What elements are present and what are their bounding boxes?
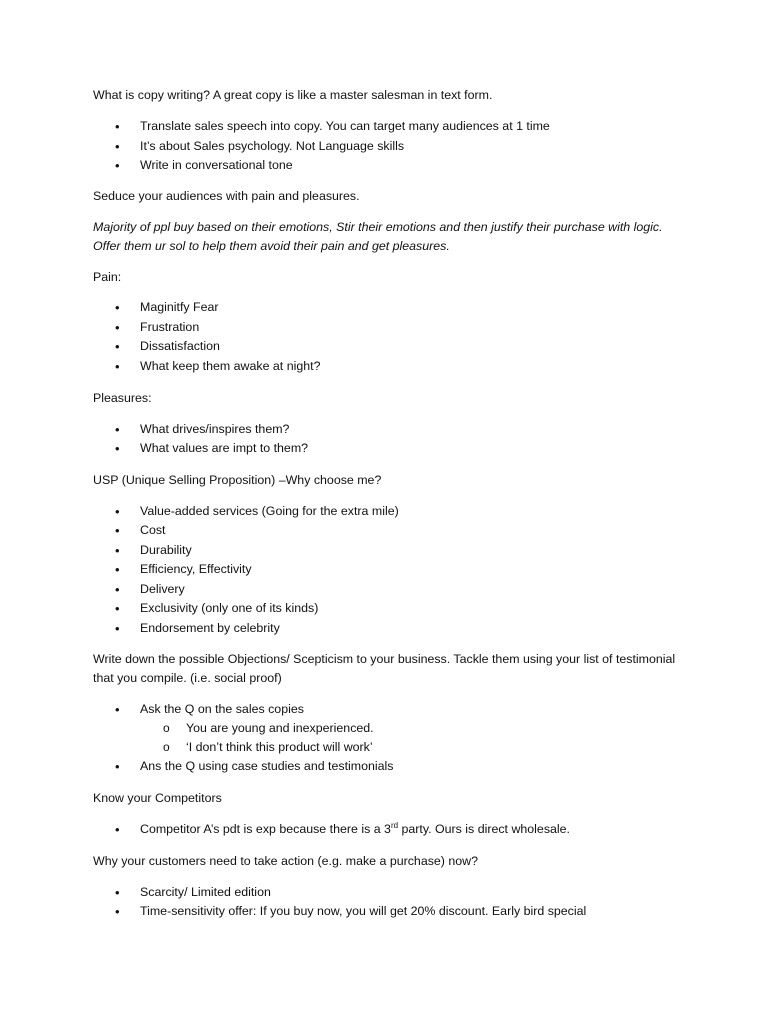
superscript: rd <box>390 821 399 830</box>
seduce-paragraph: Seduce your audiences with pain and pleasures. <box>93 189 360 203</box>
list-item: • What keep them awake at night? <box>140 357 320 376</box>
list-item: • It’s about Sales psychology. Not Language skills <box>140 137 404 156</box>
sub-list-item: o ‘I don’t think this product will work’ <box>186 738 373 757</box>
list-item: • Efficiency, Effectivity <box>140 560 252 579</box>
list-item: • Ans the Q using case studies and testimonials <box>140 757 393 776</box>
list-item: • Scarcity/ Limited edition <box>140 883 271 902</box>
list-item: • Delivery <box>140 580 185 599</box>
list-item: • Write in conversational tone <box>140 156 293 175</box>
list-item <box>140 820 570 839</box>
competitor-text-before: Competitor A’s pdt is exp because there is a 3 <box>140 822 391 836</box>
intro-paragraph: What is copy writing? A great copy is like a master salesman in text form. <box>93 88 493 102</box>
list-item: • Translate sales speech into copy. You can target many audiences at 1 time <box>140 117 550 136</box>
emotions-paragraph: Majority of ppl buy based on their emotions, Stir their emotions and then justify their purchase with logic. Offer them ur sol to help them avoid their pain and get pleasures. <box>93 220 663 253</box>
sub-list-item: o You are young and inexperienced. <box>186 719 374 738</box>
list-item: • Dissatisfaction <box>140 337 220 356</box>
pleasures-heading: Pleasures: <box>93 391 152 405</box>
list-item: • What drives/inspires them? <box>140 420 289 439</box>
list-item: • Endorsement by celebrity <box>140 619 280 638</box>
list-item: • Time-sensitivity offer: If you buy now, you will get 20% discount. Early bird special <box>140 902 586 921</box>
list-item: • Cost <box>140 521 165 540</box>
list-item: • Frustration <box>140 318 199 337</box>
list-item: • What values are impt to them? <box>140 439 308 458</box>
competitors-heading: Know your Competitors <box>93 791 222 805</box>
usp-heading: USP (Unique Selling Proposition) –Why choose me? <box>93 473 382 487</box>
list-item: • Exclusivity (only one of its kinds) <box>140 599 318 618</box>
list-item: • Maginitfy Fear <box>140 298 219 317</box>
competitor-text-after: party. Ours is direct wholesale. <box>398 822 570 836</box>
list-item: • Value-added services (Going for the extra mile) <box>140 502 399 521</box>
action-paragraph: Why your customers need to take action (e.g. make a purchase) now? <box>93 854 478 868</box>
objections-paragraph: Write down the possible Objections/ Scepticism to your business. Tackle them using your list of testimonial that you compile. (i.e. social proof) <box>93 652 676 685</box>
pain-heading: Pain: <box>93 270 122 284</box>
list-item: • Ask the Q on the sales copies <box>140 700 304 719</box>
list-item: • Durability <box>140 541 192 560</box>
